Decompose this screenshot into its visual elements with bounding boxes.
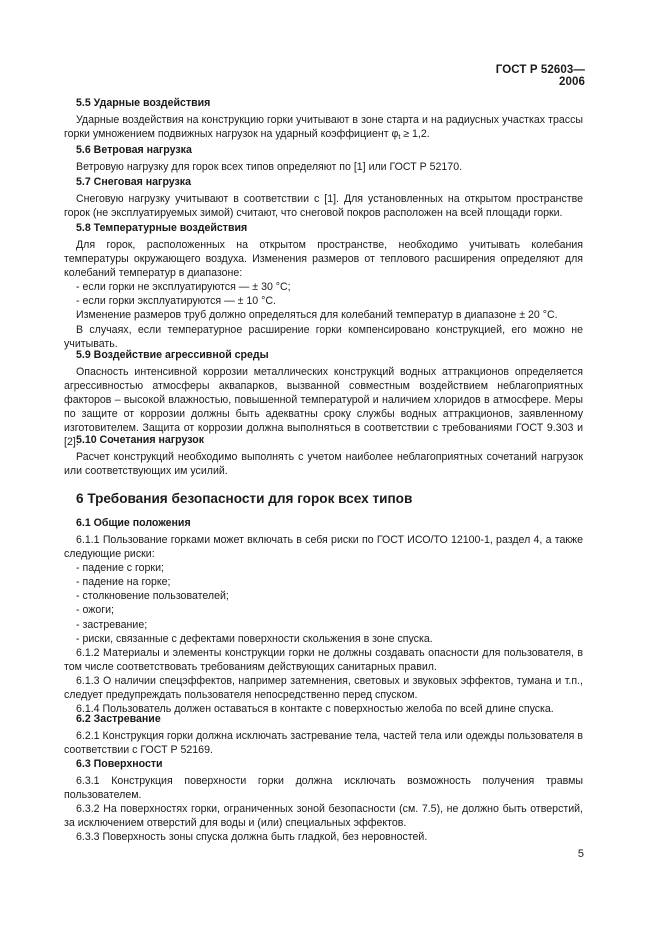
- section-5-5: [64, 96, 583, 145]
- section-5-8-paragraph-2: Изменение размеров труб должно определяться для колебаний температур в диапазоне ± 20 °С.: [76, 309, 558, 322]
- section-5-8: [64, 221, 583, 351]
- section-5-6: [64, 143, 583, 174]
- clause-6-1-3: 6.1.3 О наличии спецэффектов, например затемнения, световых и звуковых эффектов, тумана и т.п., следует предупреждать пользователя непосредственно перед спуском.: [64, 674, 583, 702]
- section-5-10: [64, 433, 583, 478]
- page-number: 5: [577, 848, 584, 860]
- section-6-3: [64, 757, 583, 844]
- list-item: - застревание;: [76, 618, 148, 631]
- list-item: - если горки не эксплуатируются — ± 30 °С;: [76, 281, 291, 294]
- section-5-7: [64, 175, 583, 220]
- clause-6-2-1: 6.2.1 Конструкция горки должна исключать застревание тела, частей тела или одежды пользователя в соответствии с ГОСТ Р 52169.: [64, 730, 583, 757]
- document-code-header: ГОСТ Р 52603—2006: [495, 64, 585, 88]
- clause-6-3-1: 6.3.1 Конструкция поверхности горки должна исключать возможность получения травмы пользователем.: [64, 775, 583, 802]
- impact-text: Ударные воздействия на конструкцию горки учитывают в зоне старта и на радиусных участках трассы горки умножением подвижных нагрузок на ударный коэффициент φ: [64, 114, 583, 141]
- section-6-2: [64, 712, 583, 757]
- section-5-6-paragraph: Ветровую нагрузку для горок всех типов определяют по [1] или ГОСТ Р 52170.: [76, 161, 463, 173]
- section-5-5-title: 5.5 Ударные воздействия: [76, 97, 211, 109]
- section-5-8-paragraph-1: Для горок, расположенных на открытом пространстве, необходимо учитывать колебания температуры окружающего воздуха. Изменения размеров от теплового расширения определяют для колебаний температур в диапазоне:: [64, 239, 583, 280]
- list-item: - столкновение пользователей;: [76, 590, 229, 603]
- section-6-2-title: 6.2 Застревание: [76, 713, 161, 725]
- clause-6-1-1: 6.1.1 Пользование горками может включать в себя риски по ГОСТ ИСО/ТО 12100-1, раздел 4, а также следующие риски:: [64, 534, 583, 561]
- section-5-5-paragraph: [64, 113, 583, 145]
- impact-coefficient-subscript: t: [398, 134, 401, 142]
- section-6-1: [64, 516, 583, 716]
- section-6: [64, 491, 583, 507]
- section-5-9-title: 5.9 Воздействие агрессивной среды: [76, 349, 269, 361]
- list-item: - если горки эксплуатируются — ± 10 °С.: [76, 295, 276, 308]
- section-6-3-title: 6.3 Поверхности: [76, 758, 163, 770]
- list-item: - падение с горки;: [76, 562, 164, 575]
- clause-6-3-3: 6.3.3 Поверхность зоны спуска должна быть гладкой, без неровностей.: [76, 831, 428, 844]
- clause-6-1-2: 6.1.2 Материалы и элементы конструкции горки не должны создавать опасности для пользователя, в том числе соответствовать требованиям действующих санитарных правил.: [64, 646, 583, 673]
- section-5-7-paragraph: Снеговую нагрузку учитывают в соответствии с [1]. Для установленных на открытом пространстве горок (не эксплуатируемых зимой) считают, что снеговой покров расположен на всей площади горки.: [64, 193, 583, 220]
- section-6-title: 6 Требования безопасности для горок всех типов: [76, 491, 413, 506]
- section-5-10-title: 5.10 Сочетания нагрузок: [76, 434, 204, 446]
- section-5-7-title: 5.7 Снеговая нагрузка: [76, 176, 191, 188]
- section-5-10-paragraph: Расчет конструкций необходимо выполнять с учетом наиболее неблагоприятных сочетаний нагрузок или соответствующих им усилий.: [64, 451, 583, 478]
- impact-coefficient-value: ≥ 1,2.: [400, 128, 430, 141]
- clause-6-3-2: 6.3.2 На поверхностях горки, ограниченных зоной безопасности (см. 7.5), не должно быть отверстий, за исключением отверстий для воды и (или) специальных эффектов.: [64, 803, 583, 830]
- section-5-8-title: 5.8 Температурные воздействия: [76, 222, 248, 234]
- list-item: - риски, связанные с дефектами поверхности скольжения в зоне спуска.: [76, 632, 433, 645]
- section-5-8-paragraph-3: В случаях, если температурное расширение горки компенсировано конструкцией, его можно не учитывать.: [64, 323, 583, 350]
- list-item: - ожоги;: [76, 604, 114, 617]
- section-5-9-paragraph: Опасность интенсивной коррозии металлических конструкций водных аттракционов определяется агрессивностью атмосферы аквапарков, вызванной совместным воздействием неблагоприятных факторов – высокой влажностью, повышенной температурой и наличием хлоридов в атмосфере. Меры по защите от коррозии должны быть адекватны сроку службы водных аттракционов, заявленному изготовителем. Защита от коррозии должна выполняться в соответствии с требованиями ГОСТ 9.303 и [2].: [64, 366, 583, 449]
- clause-6-1-4: 6.1.4 Пользователь должен оставаться в контакте с поверхностью желоба по всей длине спуска.: [76, 703, 554, 716]
- list-item: - падение на горке;: [76, 576, 171, 589]
- section-5-6-title: 5.6 Ветровая нагрузка: [76, 144, 192, 156]
- section-6-1-title: 6.1 Общие положения: [76, 517, 191, 529]
